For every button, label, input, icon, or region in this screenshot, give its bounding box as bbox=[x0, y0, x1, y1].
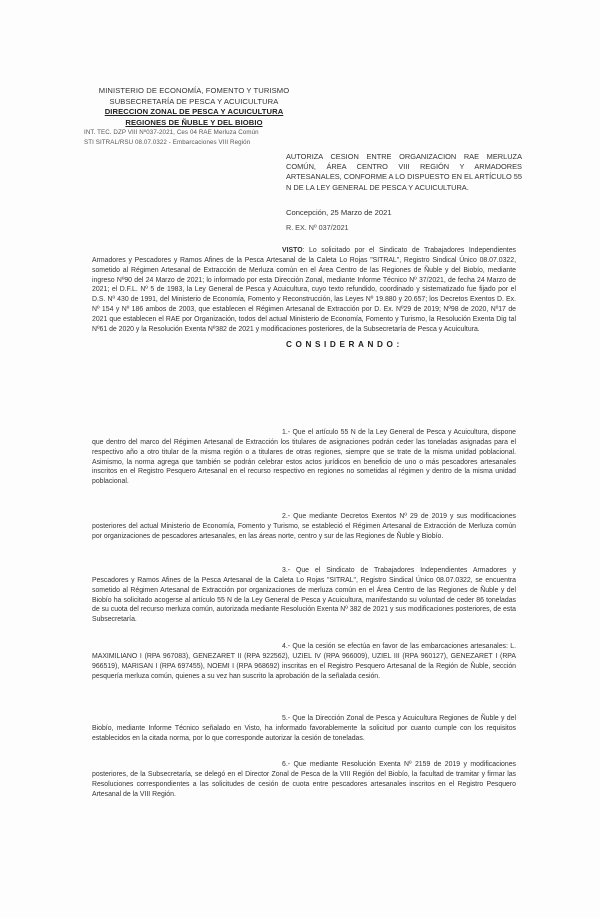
considerando-6-text: 6.- Que mediante Resolución Exenta Nº 2159 de 2019 y modificaciones posteriores, de la Subsecretaría, se delegó en el Director Zonal de Pesca de la VIII Región del Biobío, la facultad de tramitar y firmar las Resoluciones correspondientes a las solicitudes de cesión de cuota entre pescadores artesanales inscritos en el Registro Pesquero Artesanal de la VIII Región. bbox=[92, 761, 516, 798]
subsecretaria-name: SUBSECRETARÍA DE PESCA Y ACUICULTURA bbox=[109, 96, 279, 106]
regiones-name: REGIONES DE ÑUBLE Y DEL BIOBIO bbox=[125, 117, 263, 127]
place-and-date: Concepción, 25 Marzo de 2021 bbox=[286, 208, 392, 217]
ministry-name: MINISTERIO DE ECONOMÍA, FOMENTO Y TURISMO bbox=[98, 86, 290, 95]
letterhead bbox=[84, 86, 304, 147]
visto-paragraph bbox=[92, 246, 516, 335]
considerando-5 bbox=[92, 714, 516, 744]
visto-text: : Lo solicitado por el Sindicato de Trabajadores Independientes Armadores y Pescadores y Ramos Afines de la Pesca Artesanal de la Caleta Lo Rojas "SITRAL", Registro Sindical Único 08.07.0322, sometido al Régimen Artesanal de Extracción de Merluza común en el Área Centro de las Regiones de Ñuble y del Biobío, mediante ingreso Nº90 del 24 Marzo de 2021; lo informado por esta Dirección Zonal, mediante Informe Técnico Nº 37/2021, de fecha 24 Marzo de 2021; el D.F.L. Nº 5 de 1983, la Ley General de Pesca y Acuicultura, cuyo texto refundido, coordinado y sistematizado fue fijado por el D.S. Nº 430 de 1991, del Ministerio de Economía, Fomento y Reconstrucción, las Leyes Nº 19.880 y 20.657; los Decretos Exentos D. Ex. Nº 154 y Nº 186 ambos de 2003, que establecen el Régimen Artesanal de Extracción por D. Ex. Nº29 de 2019; Nº98 de 2020, Nº17 de 2021 que establecen el RAE por Organización, todos del actual Ministerio de Economía, Fomento y Turismo, la Resolución Exenta Dig tal Nº61 de 2020 y la Resolución Exenta Nº382 de 2021 y modificaciones posteriores, de la Subsecretaría de Pesca y Acuicultura. bbox=[92, 247, 516, 333]
direccion-zonal-name: DIRECCION ZONAL DE PESCA Y ACUICULTURA bbox=[104, 107, 284, 117]
visto-lead: VISTO bbox=[282, 247, 303, 254]
considerando-4-text: 4.- Que la cesión se efectúa en favor de las embarcaciones artesanales: L. MAXIMILIANO I (RPA 967083), GENEZARET II (RPA 922562), UZIEL IV (RPA 966009), UZIEL III (RPA 960127), GENEZARET I (RPA 966519), MARISAN I (RPA 697455), NOEMI I (RPA 968692) inscritas en el Registro Pesquero Artesanal de la Región de Ñuble, sección pesquería merluza común, quienes a su vez han suscrito la aprobación de la señalada cesión. bbox=[92, 643, 516, 680]
considerando-6 bbox=[92, 760, 516, 799]
considerando-1 bbox=[92, 428, 516, 487]
considerando-heading: CONSIDERANDO: bbox=[286, 340, 403, 349]
considerando-2-text: 2.- Que mediante Decretos Exentos Nº 29 de 2019 y sus modificaciones posteriores del actual Ministerio de Economía, Fomento y Turismo, se estableció el Régimen Artesanal de Extracción de Merluza común por organizaciones de pescadores artesanales, en las áreas norte, centro y sur de las Regiones de Ñuble y Biobío. bbox=[92, 513, 516, 540]
resolution-number: R. EX. Nº 037/2021 bbox=[286, 223, 349, 232]
reference-line-1: INT. TEC. DZP VIII Nº037-2021, Ces 04 RAE Merluza Común bbox=[84, 129, 259, 137]
considerando-4 bbox=[92, 642, 516, 681]
considerando-3-text: 3.- Que el Sindicato de Trabajadores Independientes Armadores y Pescadores y Ramos Afines de la Pesca Artesanal de la Caleta Lo Rojas "SITRAL", Registro Sindical Único 08.07.0322, se encuentra sometido al Régimen Artesanal de Extracción por organizaciones de merluza común en el Área Centro de las Regiones de Ñuble y del Biobío ha solicitado acogerse al artículo 55 N de la Ley General de Pesca y Acuicultura, manifestando su voluntad de ceder 86 toneladas de su cuota del recurso merluza común, autorizada mediante Resolución Exenta Nº 382 de 2021 y sus modificaciones posteriores, de esta Subsecretaría. bbox=[92, 567, 516, 624]
resolution-subject: AUTORIZA CESION ENTRE ORGANIZACION RAE MERLUZA COMÚN, ÁREA CENTRO VIII REGIÓN Y ARMADORES ARTESANALES, CONFORME A LO DISPUESTO EN EL ARTÍCULO 55 N DE LA LEY GENERAL DE PESCA Y ACUICULTURA. bbox=[286, 152, 522, 192]
considerando-1-text: 1.- Que el artículo 55 N de la Ley General de Pesca y Acuicultura, dispone que dentro del marco del Régimen Artesanal de Extracción los titulares de asignaciones podrán ceder las toneladas asignadas para el respectivo año a otro titular de la misma región o a titulares de otras regiones, siempre que se trate de la misma unidad poblacional. Asimismo, la norma agrega que también se podrán celebrar estos actos jurídicos en beneficio de uno o más pescadores artesanales inscritos en el Registro Pesquero Artesanal en el recurso respectivo en regiones no sometidas al régimen y dentro de la misma unidad poblacional. bbox=[92, 429, 516, 486]
considerando-3 bbox=[92, 566, 516, 625]
considerando-5-text: 5.- Que la Dirección Zonal de Pesca y Acuicultura Regiones de Ñuble y del Biobío, mediante Informe Técnico señalado en Visto, ha informado favorablemente la solicitud por cuanto cumple con los requisitos establecidos en la citada norma, por lo que corresponde autorizar la cesión de toneladas. bbox=[92, 715, 516, 742]
considerando-2 bbox=[92, 512, 516, 542]
reference-line-2: STI SITRAL/RSU 08.07.0322 - Embarcaciones VIII Región bbox=[84, 138, 251, 146]
